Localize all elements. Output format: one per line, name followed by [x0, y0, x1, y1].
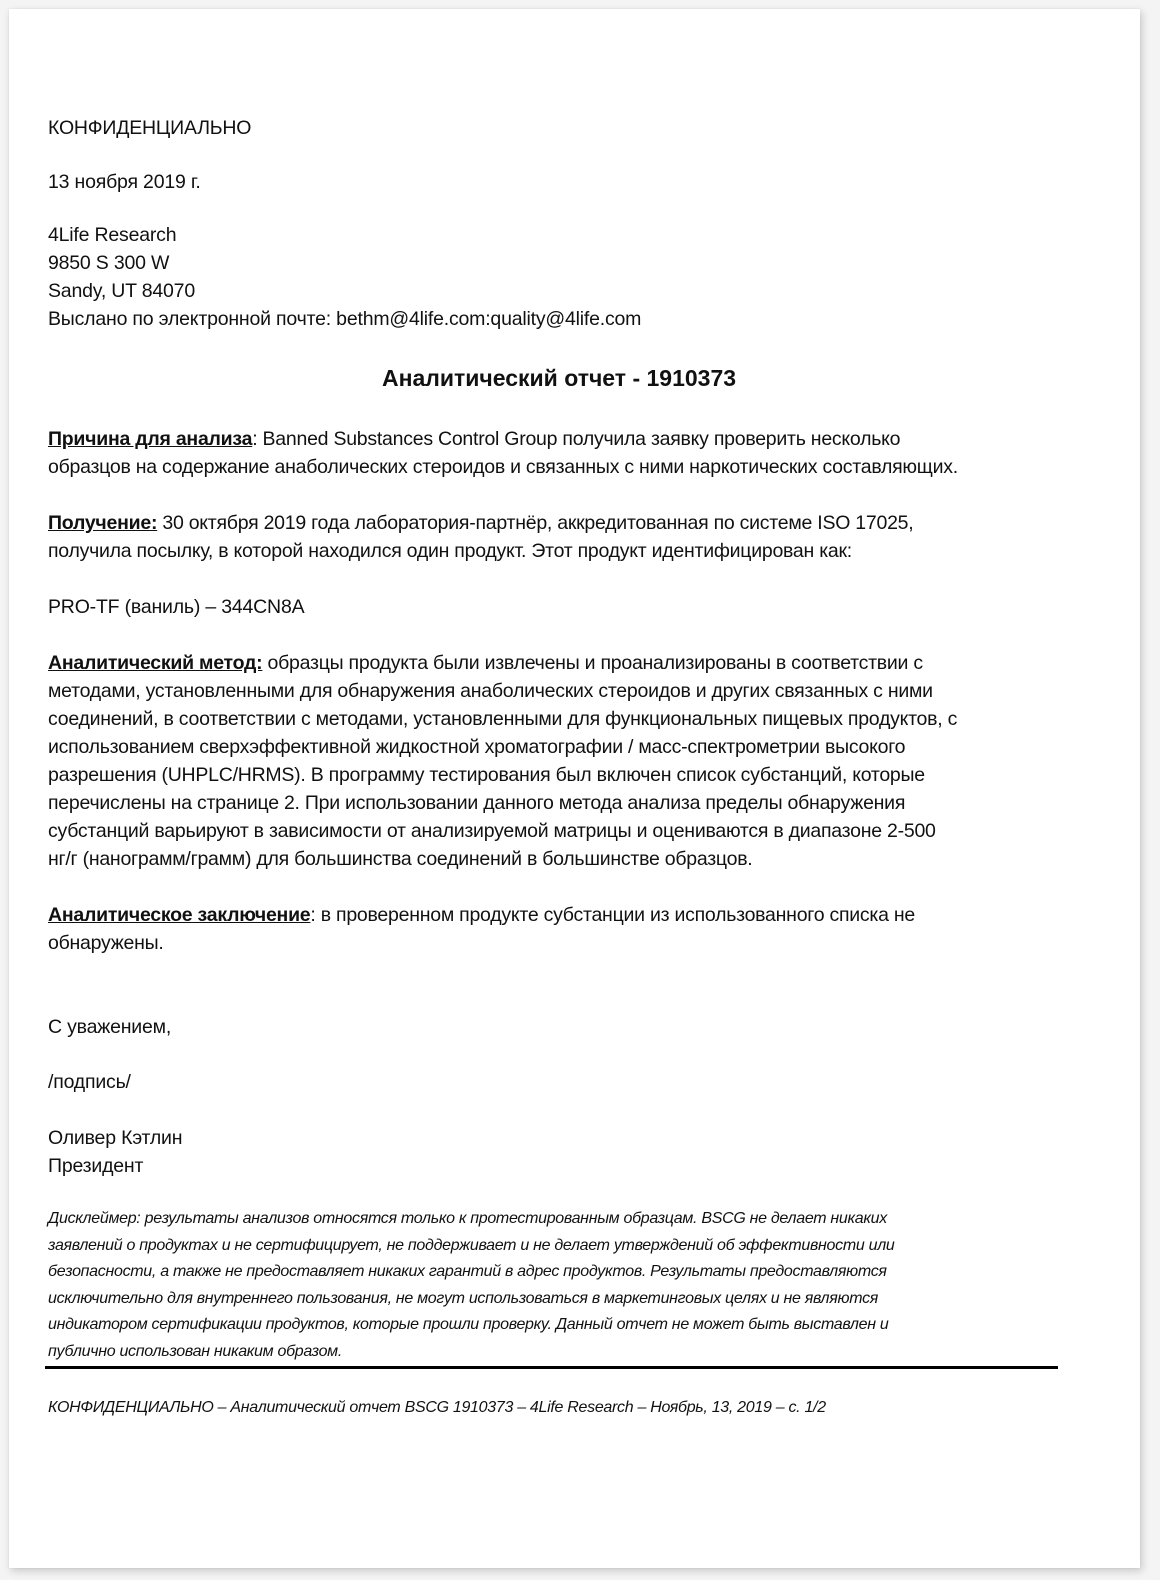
document-date: 13 ноября 2019 г. — [48, 171, 201, 193]
closing: С уважением, — [48, 1016, 172, 1038]
recipient-email: Выслано по электронной почте: bethm@4life.com:quality@4life.com — [48, 308, 642, 330]
reason-label: Причина для анализа — [48, 428, 253, 450]
document-page — [9, 9, 1140, 1568]
signature: /подпись/ — [48, 1071, 131, 1093]
report-title: Аналитический отчет - 1910373 — [381, 365, 737, 391]
product-identifier: PRO-TF (ваниль) – 344CN8A — [48, 596, 305, 618]
section-method: Аналитический метод: образцы продукта были извлечены и проанализированы в соответствии с методами, установленными для обнаружения анаболических стероидов и других связанных с ними соединений, в соответствии с методами, установленными для функциональных пищевых продуктов, с использованием сверхэффективной жидкостной хроматографии / масс-спектрометрии высокого разрешения (UHPLC/HRMS). В программу тестирования был включен список субстанций, которые перечислены на странице 2. При использовании данного метода анализа пределы обнаружения субстанций варьируют в зависимости от анализируемой матрицы и оцениваются в диапазоне 2-500 нг/г (нанограмм/грамм) для большинства соединений в большинстве образцов. — [48, 652, 958, 870]
section-reason: Причина для анализа: Banned Substances Control Group получила заявку проверить несколько образцов на содержание анаболических стероидов и связанных с ними наркотических составляющих. — [48, 428, 958, 478]
footer-divider — [45, 1366, 1058, 1369]
page-footer: КОНФИДЕНЦИАЛЬНО – Аналитический отчет BSCG 1910373 – 4Life Research – Ноябрь, 13, 2019 – с. 1/2 — [48, 1399, 826, 1416]
conclusion-label: Аналитическое заключение — [48, 904, 311, 926]
section-receipt: Получение: 30 октября 2019 года лаборатория-партнёр, аккредитованная по системе ISO 17025, получила посылку, в которой находился один продукт. Этот продукт идентифицирован как: — [48, 512, 914, 562]
confidential-label: КОНФИДЕНЦИАЛЬНО — [48, 117, 252, 139]
signer-position: Президент — [48, 1155, 144, 1177]
recipient-company: 4Life Research — [48, 224, 177, 246]
recipient-address-line1: 9850 S 300 W — [48, 252, 170, 274]
method-label: Аналитический метод: — [48, 652, 263, 674]
signer-name: Оливер Кэтлин — [48, 1127, 183, 1149]
disclaimer: Дисклеймер: результаты анализов относятся только к протестированным образцам. BSCG не делает никаких заявлений о продуктах и не сертифицирует, не поддерживает и не делает утверждений об эффективности или безопасности, а также не предоставляет никаких гарантий в адрес продуктов. Результаты предоставляются исключительно для внутреннего пользования, не могут использоваться в маркетинговых целях и не являются индикатором сертификации продуктов, которые прошли проверку. Данный отчет не может быть выставлен и публично использован никаким образом. — [48, 1210, 895, 1360]
section-conclusion: Аналитическое заключение: в проверенном продукте субстанции из использованного списка не обнаружены. — [48, 904, 916, 954]
receipt-label: Получение: — [48, 512, 158, 534]
recipient-address-line2: Sandy, UT 84070 — [48, 280, 195, 302]
